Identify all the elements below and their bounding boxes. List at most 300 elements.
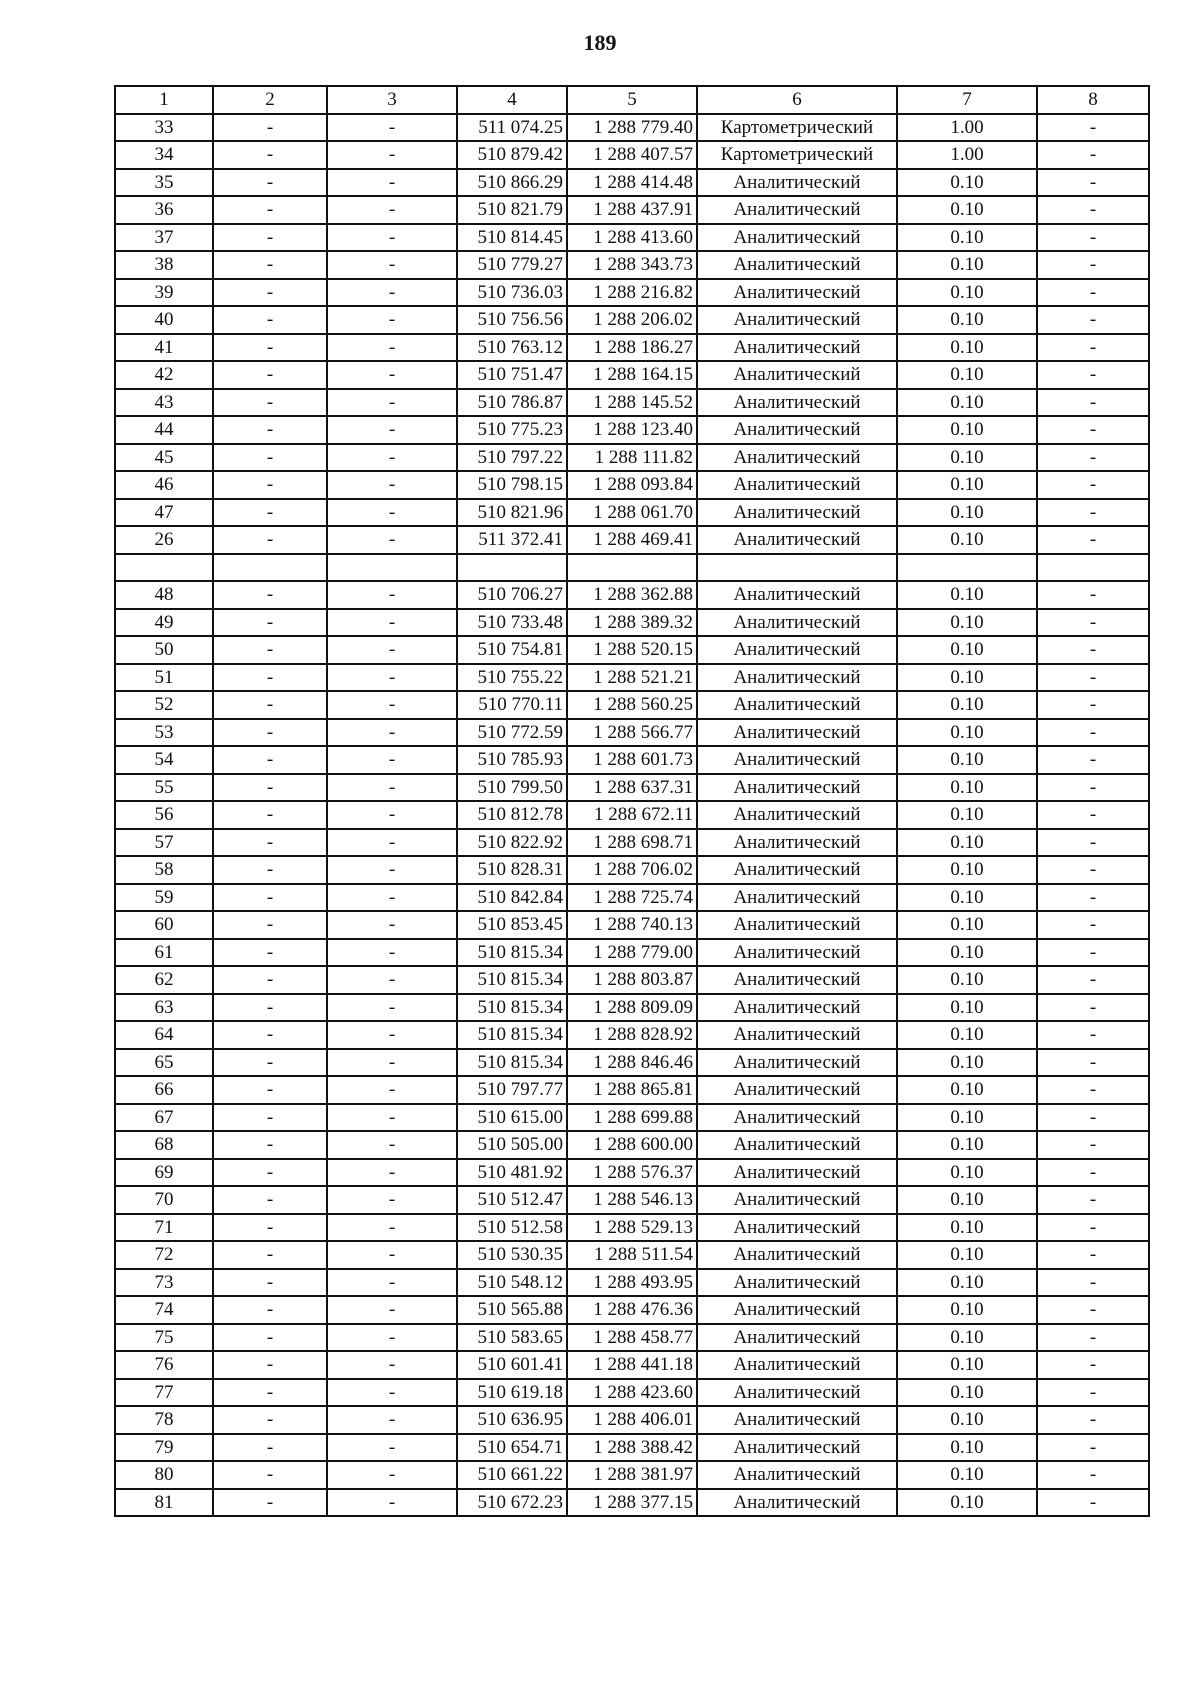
cell-col-2: - (213, 1104, 327, 1132)
cell-col-3: - (327, 939, 457, 967)
table-row (115, 581, 1149, 609)
cell-method: Аналитический (697, 856, 897, 884)
cell-coord-y: 1 288 779.40 (567, 114, 697, 142)
cell-col-8: - (1037, 609, 1149, 637)
cell-col-3: - (327, 774, 457, 802)
cell-method: Аналитический (697, 1131, 897, 1159)
cell-coord-y: 1 288 576.37 (567, 1159, 697, 1187)
cell-col-8: - (1037, 1324, 1149, 1352)
cell-col-2: - (213, 196, 327, 224)
cell-coord-x: 510 754.81 (457, 636, 567, 664)
cell-col-3: - (327, 994, 457, 1022)
cell-col-8: - (1037, 581, 1149, 609)
cell-accuracy: 0.10 (897, 1131, 1037, 1159)
cell-coord-y: 1 288 407.57 (567, 141, 697, 169)
cell-point-number: 38 (115, 251, 213, 279)
cell-point-number: 75 (115, 1324, 213, 1352)
cell-col-2: - (213, 1049, 327, 1077)
cell-point-number: 76 (115, 1351, 213, 1379)
column-header: 3 (327, 86, 457, 114)
cell-col-2 (213, 554, 327, 582)
cell-col-2: - (213, 361, 327, 389)
cell-coord-y: 1 288 520.15 (567, 636, 697, 664)
cell-col-8: - (1037, 911, 1149, 939)
cell-point-number: 46 (115, 471, 213, 499)
cell-coord-x: 510 763.12 (457, 334, 567, 362)
cell-point-number: 56 (115, 801, 213, 829)
cell-method: Аналитический (697, 994, 897, 1022)
cell-col-2: - (213, 939, 327, 967)
cell-method: Аналитический (697, 1159, 897, 1187)
cell-accuracy: 0.10 (897, 1021, 1037, 1049)
table-row (115, 911, 1149, 939)
cell-accuracy: 1.00 (897, 114, 1037, 142)
table-row (115, 801, 1149, 829)
cell-accuracy: 0.10 (897, 966, 1037, 994)
cell-point-number: 41 (115, 334, 213, 362)
cell-col-2: - (213, 581, 327, 609)
cell-col-2: - (213, 994, 327, 1022)
cell-col-8: - (1037, 224, 1149, 252)
cell-col-8: - (1037, 664, 1149, 692)
cell-col-8 (1037, 554, 1149, 582)
cell-col-2: - (213, 1214, 327, 1242)
cell-accuracy: 0.10 (897, 306, 1037, 334)
cell-accuracy (897, 554, 1037, 582)
cell-coord-x: 510 756.56 (457, 306, 567, 334)
cell-col-8: - (1037, 1406, 1149, 1434)
cell-col-3: - (327, 664, 457, 692)
cell-point-number: 33 (115, 114, 213, 142)
cell-coord-x: 510 772.59 (457, 719, 567, 747)
table-row (115, 416, 1149, 444)
cell-method: Аналитический (697, 279, 897, 307)
cell-coord-x: 510 661.22 (457, 1461, 567, 1489)
cell-coord-x: 510 815.34 (457, 994, 567, 1022)
table-row (115, 169, 1149, 197)
cell-coord-y: 1 288 637.31 (567, 774, 697, 802)
cell-coord-y: 1 288 469.41 (567, 526, 697, 554)
cell-coord-y: 1 288 706.02 (567, 856, 697, 884)
cell-coord-x: 510 815.34 (457, 939, 567, 967)
cell-point-number: 50 (115, 636, 213, 664)
cell-col-3: - (327, 1049, 457, 1077)
cell-method: Аналитический (697, 1296, 897, 1324)
cell-col-8: - (1037, 306, 1149, 334)
cell-coord-x: 510 530.35 (457, 1241, 567, 1269)
cell-method: Аналитический (697, 1241, 897, 1269)
cell-coord-x: 510 815.34 (457, 1021, 567, 1049)
cell-coord-x: 511 074.25 (457, 114, 567, 142)
cell-col-2: - (213, 1406, 327, 1434)
cell-point-number: 26 (115, 526, 213, 554)
cell-coord-y: 1 288 828.92 (567, 1021, 697, 1049)
cell-point-number: 36 (115, 196, 213, 224)
table-row (115, 1296, 1149, 1324)
cell-accuracy: 0.10 (897, 1159, 1037, 1187)
cell-coord-x: 510 601.41 (457, 1351, 567, 1379)
cell-col-3: - (327, 169, 457, 197)
cell-point-number: 64 (115, 1021, 213, 1049)
cell-col-2: - (213, 1131, 327, 1159)
cell-col-3: - (327, 526, 457, 554)
cell-coord-x: 511 372.41 (457, 526, 567, 554)
cell-coord-y: 1 288 725.74 (567, 884, 697, 912)
cell-col-3: - (327, 1021, 457, 1049)
cell-method: Аналитический (697, 1489, 897, 1517)
table-row (115, 1021, 1149, 1049)
cell-method: Аналитический (697, 691, 897, 719)
cell-col-2: - (213, 1351, 327, 1379)
cell-method: Аналитический (697, 1434, 897, 1462)
cell-accuracy: 0.10 (897, 1379, 1037, 1407)
cell-col-8: - (1037, 444, 1149, 472)
cell-col-2: - (213, 801, 327, 829)
cell-accuracy: 0.10 (897, 526, 1037, 554)
cell-method: Аналитический (697, 526, 897, 554)
table-row (115, 1076, 1149, 1104)
cell-col-2: - (213, 471, 327, 499)
table-row (115, 279, 1149, 307)
cell-coord-y: 1 288 216.82 (567, 279, 697, 307)
cell-coord-y: 1 288 164.15 (567, 361, 697, 389)
cell-coord-y: 1 288 560.25 (567, 691, 697, 719)
cell-col-2: - (213, 609, 327, 637)
cell-coord-y: 1 288 809.09 (567, 994, 697, 1022)
cell-coord-y: 1 288 865.81 (567, 1076, 697, 1104)
cell-coord-y: 1 288 123.40 (567, 416, 697, 444)
table-row (115, 224, 1149, 252)
cell-point-number: 43 (115, 389, 213, 417)
cell-col-2: - (213, 829, 327, 857)
cell-col-3: - (327, 1324, 457, 1352)
cell-coord-y: 1 288 601.73 (567, 746, 697, 774)
cell-method: Картометрический (697, 114, 897, 142)
cell-col-2: - (213, 389, 327, 417)
column-header: 6 (697, 86, 897, 114)
cell-point-number: 49 (115, 609, 213, 637)
cell-method: Аналитический (697, 609, 897, 637)
cell-col-2: - (213, 526, 327, 554)
table-row (115, 636, 1149, 664)
cell-col-2: - (213, 1489, 327, 1517)
cell-coord-x: 510 866.29 (457, 169, 567, 197)
cell-point-number: 73 (115, 1269, 213, 1297)
cell-coord-y: 1 288 389.32 (567, 609, 697, 637)
cell-coord-y: 1 288 493.95 (567, 1269, 697, 1297)
cell-coord-x: 510 822.92 (457, 829, 567, 857)
cell-coord-x: 510 736.03 (457, 279, 567, 307)
cell-accuracy: 0.10 (897, 939, 1037, 967)
cell-col-8: - (1037, 1434, 1149, 1462)
cell-accuracy: 0.10 (897, 994, 1037, 1022)
cell-col-2: - (213, 334, 327, 362)
cell-accuracy: 0.10 (897, 746, 1037, 774)
cell-col-3: - (327, 279, 457, 307)
cell-coord-x: 510 770.11 (457, 691, 567, 719)
cell-coord-x: 510 879.42 (457, 141, 567, 169)
cell-method (697, 554, 897, 582)
cell-point-number: 72 (115, 1241, 213, 1269)
cell-coord-y: 1 288 441.18 (567, 1351, 697, 1379)
cell-point-number: 57 (115, 829, 213, 857)
table-row (115, 746, 1149, 774)
cell-col-3: - (327, 884, 457, 912)
cell-accuracy: 0.10 (897, 1186, 1037, 1214)
cell-point-number: 47 (115, 499, 213, 527)
cell-col-2: - (213, 306, 327, 334)
cell-method: Аналитический (697, 829, 897, 857)
page-number: 189 (583, 30, 617, 55)
table-row (115, 939, 1149, 967)
cell-method: Аналитический (697, 719, 897, 747)
cell-coord-x: 510 798.15 (457, 471, 567, 499)
cell-col-3: - (327, 141, 457, 169)
cell-col-2: - (213, 1296, 327, 1324)
cell-accuracy: 0.10 (897, 1434, 1037, 1462)
cell-method: Аналитический (697, 1379, 897, 1407)
cell-point-number: 70 (115, 1186, 213, 1214)
cell-col-3: - (327, 334, 457, 362)
cell-accuracy: 0.10 (897, 416, 1037, 444)
cell-col-2: - (213, 1461, 327, 1489)
coordinates-table (114, 85, 1150, 1517)
cell-method: Аналитический (697, 1214, 897, 1242)
cell-col-3: - (327, 1214, 457, 1242)
cell-coord-y: 1 288 414.48 (567, 169, 697, 197)
cell-col-2: - (213, 774, 327, 802)
cell-coord-y: 1 288 437.91 (567, 196, 697, 224)
cell-col-2: - (213, 664, 327, 692)
cell-coord-y: 1 288 377.15 (567, 1489, 697, 1517)
cell-col-2: - (213, 1241, 327, 1269)
header-row (115, 86, 1149, 114)
cell-accuracy: 0.10 (897, 691, 1037, 719)
cell-col-3: - (327, 251, 457, 279)
cell-coord-x: 510 615.00 (457, 1104, 567, 1132)
table-row (115, 554, 1149, 582)
table-row (115, 251, 1149, 279)
cell-col-8: - (1037, 994, 1149, 1022)
table-row (115, 334, 1149, 362)
cell-accuracy: 0.10 (897, 444, 1037, 472)
cell-point-number: 42 (115, 361, 213, 389)
cell-accuracy: 0.10 (897, 1049, 1037, 1077)
cell-point-number (115, 554, 213, 582)
cell-col-2: - (213, 856, 327, 884)
cell-col-8: - (1037, 774, 1149, 802)
cell-method: Аналитический (697, 1021, 897, 1049)
cell-coord-y: 1 288 511.54 (567, 1241, 697, 1269)
cell-col-8: - (1037, 251, 1149, 279)
cell-point-number: 74 (115, 1296, 213, 1324)
cell-accuracy: 0.10 (897, 664, 1037, 692)
cell-method: Аналитический (697, 1406, 897, 1434)
cell-col-3: - (327, 196, 457, 224)
cell-accuracy: 0.10 (897, 801, 1037, 829)
cell-coord-y: 1 288 458.77 (567, 1324, 697, 1352)
cell-accuracy: 0.10 (897, 609, 1037, 637)
cell-col-8: - (1037, 334, 1149, 362)
cell-col-8: - (1037, 526, 1149, 554)
table-row (115, 1159, 1149, 1187)
cell-coord-x: 510 797.22 (457, 444, 567, 472)
cell-accuracy: 0.10 (897, 581, 1037, 609)
table-row (115, 196, 1149, 224)
cell-coord-y: 1 288 476.36 (567, 1296, 697, 1324)
table-row (115, 884, 1149, 912)
table-row (115, 114, 1149, 142)
table-row (115, 719, 1149, 747)
cell-col-8: - (1037, 1296, 1149, 1324)
cell-point-number: 69 (115, 1159, 213, 1187)
cell-col-2: - (213, 1159, 327, 1187)
cell-coord-y: 1 288 529.13 (567, 1214, 697, 1242)
cell-col-2: - (213, 1324, 327, 1352)
cell-point-number: 65 (115, 1049, 213, 1077)
cell-col-8: - (1037, 361, 1149, 389)
cell-col-8: - (1037, 1269, 1149, 1297)
cell-coord-x: 510 505.00 (457, 1131, 567, 1159)
table-row (115, 691, 1149, 719)
cell-coord-x: 510 815.34 (457, 1049, 567, 1077)
cell-col-3: - (327, 746, 457, 774)
cell-accuracy: 0.10 (897, 334, 1037, 362)
table-row (115, 1131, 1149, 1159)
cell-accuracy: 0.10 (897, 471, 1037, 499)
cell-coord-y: 1 288 672.11 (567, 801, 697, 829)
cell-col-8: - (1037, 691, 1149, 719)
table-row (115, 1489, 1149, 1517)
cell-col-8: - (1037, 196, 1149, 224)
cell-point-number: 35 (115, 169, 213, 197)
cell-method: Аналитический (697, 416, 897, 444)
cell-method: Аналитический (697, 251, 897, 279)
cell-coord-y: 1 288 206.02 (567, 306, 697, 334)
cell-col-3: - (327, 1379, 457, 1407)
cell-method: Аналитический (697, 801, 897, 829)
cell-coord-x: 510 814.45 (457, 224, 567, 252)
cell-accuracy: 0.10 (897, 361, 1037, 389)
cell-coord-x (457, 554, 567, 582)
table-row (115, 389, 1149, 417)
table-row (115, 1324, 1149, 1352)
cell-coord-x: 510 853.45 (457, 911, 567, 939)
cell-coord-y: 1 288 145.52 (567, 389, 697, 417)
cell-coord-x: 510 815.34 (457, 966, 567, 994)
cell-coord-x: 510 842.84 (457, 884, 567, 912)
cell-col-2: - (213, 1076, 327, 1104)
cell-accuracy: 0.10 (897, 1461, 1037, 1489)
cell-method: Аналитический (697, 664, 897, 692)
cell-col-8: - (1037, 1021, 1149, 1049)
cell-coord-y: 1 288 186.27 (567, 334, 697, 362)
cell-col-3: - (327, 1406, 457, 1434)
cell-coord-x: 510 481.92 (457, 1159, 567, 1187)
cell-point-number: 59 (115, 884, 213, 912)
cell-col-3: - (327, 1351, 457, 1379)
cell-col-3: - (327, 1434, 457, 1462)
cell-col-3: - (327, 1076, 457, 1104)
cell-point-number: 66 (115, 1076, 213, 1104)
cell-col-3: - (327, 1296, 457, 1324)
cell-col-2: - (213, 1021, 327, 1049)
cell-coord-y: 1 288 846.46 (567, 1049, 697, 1077)
cell-point-number: 45 (115, 444, 213, 472)
cell-col-3 (327, 554, 457, 582)
cell-point-number: 60 (115, 911, 213, 939)
cell-accuracy: 0.10 (897, 1351, 1037, 1379)
cell-coord-x: 510 706.27 (457, 581, 567, 609)
cell-point-number: 81 (115, 1489, 213, 1517)
table-row (115, 471, 1149, 499)
cell-col-3: - (327, 1104, 457, 1132)
cell-col-8: - (1037, 499, 1149, 527)
cell-col-3: - (327, 1186, 457, 1214)
cell-method: Аналитический (697, 1104, 897, 1132)
cell-col-2: - (213, 114, 327, 142)
cell-coord-x: 510 548.12 (457, 1269, 567, 1297)
cell-coord-x: 510 799.50 (457, 774, 567, 802)
cell-point-number: 54 (115, 746, 213, 774)
table-row (115, 444, 1149, 472)
cell-col-2: - (213, 416, 327, 444)
cell-col-3: - (327, 306, 457, 334)
cell-col-3: - (327, 801, 457, 829)
cell-accuracy: 0.10 (897, 1104, 1037, 1132)
cell-point-number: 71 (115, 1214, 213, 1242)
cell-col-3: - (327, 1241, 457, 1269)
cell-coord-x: 510 672.23 (457, 1489, 567, 1517)
cell-col-8: - (1037, 636, 1149, 664)
cell-accuracy: 0.10 (897, 279, 1037, 307)
cell-coord-x: 510 755.22 (457, 664, 567, 692)
column-header: 5 (567, 86, 697, 114)
cell-col-2: - (213, 746, 327, 774)
cell-col-3: - (327, 471, 457, 499)
cell-accuracy: 0.10 (897, 829, 1037, 857)
cell-coord-y: 1 288 061.70 (567, 499, 697, 527)
cell-col-3: - (327, 581, 457, 609)
cell-method: Аналитический (697, 1076, 897, 1104)
cell-point-number: 62 (115, 966, 213, 994)
table-row (115, 1241, 1149, 1269)
cell-point-number: 34 (115, 141, 213, 169)
cell-coord-x: 510 785.93 (457, 746, 567, 774)
cell-coord-x: 510 512.58 (457, 1214, 567, 1242)
cell-accuracy: 0.10 (897, 389, 1037, 417)
table-row (115, 499, 1149, 527)
cell-method: Аналитический (697, 774, 897, 802)
cell-col-3: - (327, 1461, 457, 1489)
cell-point-number: 39 (115, 279, 213, 307)
cell-coord-x: 510 821.79 (457, 196, 567, 224)
cell-col-8: - (1037, 1131, 1149, 1159)
cell-col-8: - (1037, 829, 1149, 857)
cell-accuracy: 0.10 (897, 856, 1037, 884)
cell-col-8: - (1037, 1104, 1149, 1132)
cell-accuracy: 0.10 (897, 1214, 1037, 1242)
cell-coord-y: 1 288 566.77 (567, 719, 697, 747)
cell-coord-y: 1 288 423.60 (567, 1379, 697, 1407)
cell-col-8: - (1037, 1461, 1149, 1489)
cell-coord-x: 510 828.31 (457, 856, 567, 884)
table-row (115, 1186, 1149, 1214)
table-row (115, 1351, 1149, 1379)
cell-accuracy: 0.10 (897, 169, 1037, 197)
cell-col-8: - (1037, 1379, 1149, 1407)
cell-method: Аналитический (697, 911, 897, 939)
